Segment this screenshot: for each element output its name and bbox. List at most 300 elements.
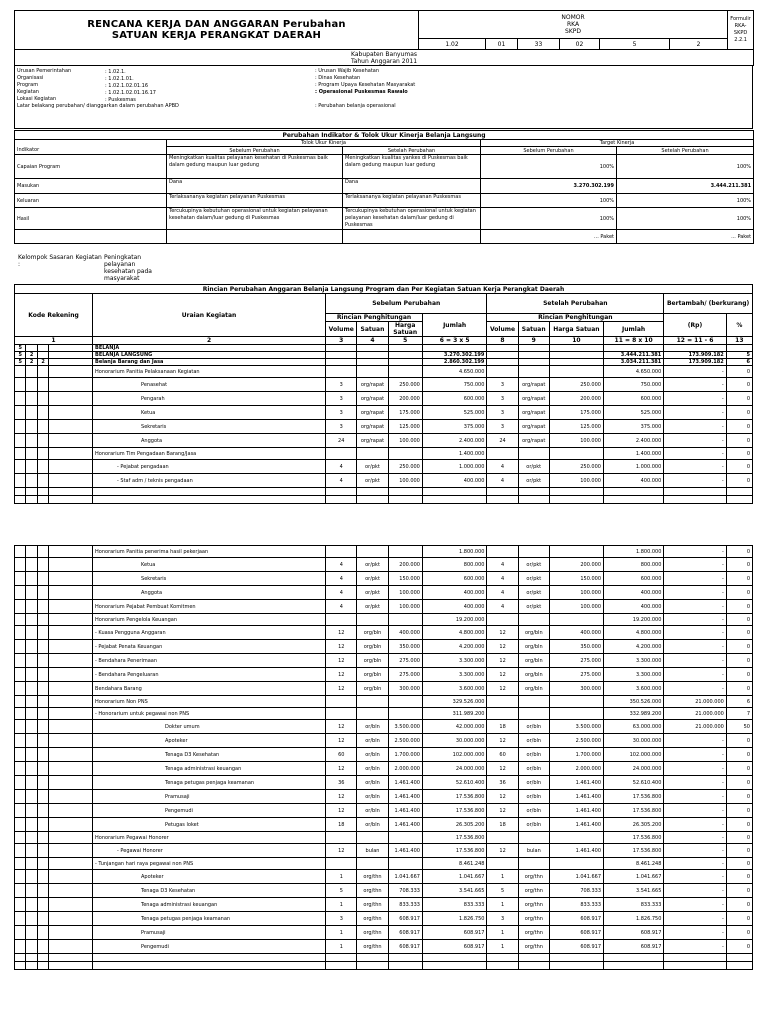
region-year bbox=[15, 50, 754, 66]
selisih-pct: 0 bbox=[726, 804, 752, 818]
selisih-rp: 21.000.000 bbox=[664, 720, 726, 734]
jumlah-after: 350.526.000 bbox=[604, 696, 664, 708]
kode-cell bbox=[37, 626, 48, 640]
satuan-after: org/rapat bbox=[518, 378, 549, 392]
empty-cell bbox=[388, 954, 422, 962]
satuan-after bbox=[518, 359, 549, 366]
column-number: 13 bbox=[726, 337, 752, 345]
harga-before: 3.500.000 bbox=[388, 720, 422, 734]
volume-before: 12 bbox=[326, 734, 357, 748]
kode-cell bbox=[26, 546, 37, 558]
volume-after: 1 bbox=[487, 940, 518, 954]
kode-cell bbox=[49, 626, 93, 640]
selisih-rp: 21.000.000 bbox=[664, 708, 726, 720]
empty-cell bbox=[326, 954, 357, 962]
volume-before bbox=[326, 858, 357, 870]
harga-after bbox=[549, 359, 603, 366]
harga-before: 833.333 bbox=[388, 898, 422, 912]
satuan-after bbox=[518, 352, 549, 359]
harga-before bbox=[388, 352, 422, 359]
kode-cell bbox=[49, 844, 93, 858]
kode-cell bbox=[49, 600, 93, 614]
target-before: 3.270.302.199 bbox=[481, 179, 617, 194]
satuan-after: or/pkt bbox=[518, 586, 549, 600]
volume-before: 12 bbox=[326, 720, 357, 734]
kode-cell bbox=[26, 448, 37, 460]
budget-row bbox=[15, 460, 753, 474]
satuan-after: or/bln bbox=[518, 748, 549, 762]
harga-after: 608.917 bbox=[549, 926, 603, 940]
empty-row bbox=[15, 962, 753, 970]
paket-before: ... Paket bbox=[481, 230, 617, 244]
kode-cell bbox=[37, 572, 48, 586]
volume-before: 3 bbox=[326, 420, 357, 434]
harga-before: 100.000 bbox=[388, 474, 422, 488]
indikator-row bbox=[15, 155, 754, 179]
volume-after bbox=[487, 858, 518, 870]
jumlah-after: 3.444.211.381 bbox=[603, 352, 663, 359]
selisih-pct: 0 bbox=[726, 870, 752, 884]
volume-after: 1 bbox=[487, 898, 518, 912]
jumlah-after: 24.000.000 bbox=[604, 762, 664, 776]
empty-cell bbox=[726, 488, 752, 496]
volume-before bbox=[326, 345, 357, 352]
kode-cell bbox=[49, 940, 93, 954]
empty-row bbox=[15, 488, 753, 496]
jumlah-before: 52.610.400 bbox=[422, 776, 487, 790]
jumlah-after: 750.000 bbox=[603, 378, 663, 392]
empty-cell bbox=[549, 954, 603, 962]
selisih-rp: - bbox=[664, 546, 726, 558]
volume-before: 1 bbox=[326, 898, 357, 912]
target-after: 100% bbox=[617, 194, 754, 208]
jumlah-before: 1.800.000 bbox=[422, 546, 487, 558]
jumlah-before: 833.333 bbox=[422, 898, 487, 912]
empty-cell bbox=[357, 954, 388, 962]
budget-row bbox=[15, 884, 753, 898]
volume-before: 4 bbox=[326, 586, 357, 600]
info-row bbox=[15, 103, 752, 119]
paket-after: ... Paket bbox=[617, 230, 754, 244]
kode-cell bbox=[49, 460, 93, 474]
empty-cell bbox=[726, 962, 752, 970]
harga-before: 175.000 bbox=[388, 406, 422, 420]
empty-cell bbox=[518, 954, 549, 962]
satuan-before bbox=[357, 708, 388, 720]
volume-before: 3 bbox=[326, 912, 357, 926]
harga-after: 608.917 bbox=[549, 912, 603, 926]
column-number: 8 bbox=[487, 337, 518, 345]
volume-after bbox=[487, 352, 518, 359]
uraian-cell: Pengemudi bbox=[93, 940, 326, 954]
satuan-before: org/bln bbox=[357, 668, 388, 682]
selisih-rp: - bbox=[664, 626, 726, 640]
empty-cell bbox=[518, 962, 549, 970]
volume-before: 3 bbox=[326, 406, 357, 420]
selisih-rp: - bbox=[664, 790, 726, 804]
uraian-header: Uraian Kegiatan bbox=[93, 294, 326, 337]
jumlah-before: 1.000.000 bbox=[422, 460, 487, 474]
empty-cell bbox=[326, 496, 357, 504]
budget-row bbox=[15, 359, 753, 366]
harga-before bbox=[388, 366, 422, 378]
harga-after bbox=[549, 352, 603, 359]
indikator-row bbox=[15, 208, 754, 230]
selisih-pct: 0 bbox=[726, 668, 752, 682]
kode-cell bbox=[26, 640, 37, 654]
satuan-after bbox=[518, 614, 549, 626]
selisih-pct: 0 bbox=[726, 586, 752, 600]
info-desc: : Operasional Puskesmas Rawalo bbox=[315, 89, 408, 95]
kode-cell bbox=[37, 420, 48, 434]
budget-row bbox=[15, 626, 753, 640]
volume-after: 3 bbox=[487, 392, 518, 406]
kode-cell bbox=[49, 912, 93, 926]
kode-cell bbox=[26, 614, 37, 626]
harga-after: 833.333 bbox=[549, 898, 603, 912]
jumlah-after: 17.536.800 bbox=[604, 832, 664, 844]
harga-before: 100.000 bbox=[388, 600, 422, 614]
selisih-pct: 0 bbox=[726, 858, 752, 870]
kode-cell bbox=[37, 546, 48, 558]
kode-cell bbox=[15, 600, 26, 614]
kode-cell bbox=[26, 708, 37, 720]
jumlah-after: 3.600.000 bbox=[604, 682, 664, 696]
jumlah-before: 600.000 bbox=[422, 392, 487, 406]
empty-cell bbox=[93, 962, 326, 970]
kode-cell bbox=[15, 448, 26, 460]
budget-row bbox=[15, 682, 753, 696]
kode-cell bbox=[15, 586, 26, 600]
uraian-cell: Tenaga D3 Kesehatan bbox=[93, 884, 326, 898]
volume-after: 18 bbox=[487, 818, 518, 832]
empty-cell bbox=[549, 496, 603, 504]
budget-row bbox=[15, 352, 753, 359]
jumlah-before: 102.000.000 bbox=[422, 748, 487, 762]
budget-row bbox=[15, 790, 753, 804]
satuan-before: org/thn bbox=[357, 926, 388, 940]
volume-before: 12 bbox=[326, 640, 357, 654]
jumlah-after: 833.333 bbox=[604, 898, 664, 912]
uraian-cell: Honorarium Tim Pengadaan Barang/Jasa bbox=[93, 448, 326, 460]
volume-before-header: Volume bbox=[326, 322, 357, 337]
selisih-rp: - bbox=[664, 586, 726, 600]
skpd-label: SKPD bbox=[565, 28, 582, 35]
uraian-cell: Ketua bbox=[93, 558, 326, 572]
kode-cell bbox=[37, 720, 48, 734]
jumlah-after: 332.989.200 bbox=[604, 708, 664, 720]
selisih-rp: - bbox=[664, 844, 726, 858]
target-after: 100% bbox=[617, 208, 754, 230]
kode-cell bbox=[26, 884, 37, 898]
satuan-before: bulan bbox=[357, 844, 388, 858]
kode-cell bbox=[37, 940, 48, 954]
harga-before: 1.461.400 bbox=[388, 790, 422, 804]
indikator-name: Hasil bbox=[15, 208, 167, 230]
budget-row bbox=[15, 448, 753, 460]
volume-after-header: Volume bbox=[487, 322, 518, 337]
volume-after: 12 bbox=[487, 668, 518, 682]
empty-cell bbox=[422, 488, 487, 496]
kode-cell bbox=[49, 359, 93, 366]
harga-before bbox=[388, 345, 422, 352]
kode-cell bbox=[15, 832, 26, 844]
satuan-after: org/bln bbox=[518, 682, 549, 696]
jumlah-after: 375.000 bbox=[603, 420, 663, 434]
selisih-pct: 0 bbox=[726, 790, 752, 804]
empty-cell bbox=[26, 962, 37, 970]
indikator-name: Masukan bbox=[15, 179, 167, 194]
selisih-rp: 173.909.182 bbox=[664, 352, 726, 359]
info-label: Program bbox=[17, 82, 39, 88]
satuan-after bbox=[518, 345, 549, 352]
rp-header: (Rp) bbox=[664, 314, 726, 337]
uraian-cell: Anggota bbox=[93, 434, 326, 448]
formulir-label: Formulir RKA-SKPD 2.2.1 bbox=[728, 11, 754, 50]
target-after: 100% bbox=[617, 155, 754, 179]
kode-cell bbox=[37, 844, 48, 858]
kode-cell bbox=[15, 614, 26, 626]
empty-cell bbox=[549, 488, 603, 496]
satuan-before: org/bln bbox=[357, 626, 388, 640]
jumlah-after: 3.300.000 bbox=[604, 668, 664, 682]
jumlah-after: 30.000.000 bbox=[604, 734, 664, 748]
budget-row bbox=[15, 940, 753, 954]
header-table bbox=[14, 10, 754, 66]
volume-before: 12 bbox=[326, 762, 357, 776]
selisih-pct: 0 bbox=[726, 546, 752, 558]
budget-row bbox=[15, 378, 753, 392]
satuan-after: org/bln bbox=[518, 626, 549, 640]
target-after: 3.444.211.381 bbox=[617, 179, 754, 194]
harga-before: 608.917 bbox=[388, 926, 422, 940]
kode-cell bbox=[49, 818, 93, 832]
jumlah-before: 3.541.665 bbox=[422, 884, 487, 898]
kode-cell bbox=[49, 352, 93, 359]
empty-cell bbox=[26, 488, 37, 496]
harga-after: 200.000 bbox=[549, 392, 603, 406]
harga-after: 1.700.000 bbox=[549, 748, 603, 762]
kode-cell bbox=[49, 884, 93, 898]
volume-before bbox=[326, 352, 357, 359]
uraian-cell: Ketua bbox=[93, 406, 326, 420]
volume-before: 12 bbox=[326, 682, 357, 696]
budget-row bbox=[15, 420, 753, 434]
harga-before: 708.333 bbox=[388, 884, 422, 898]
selisih-pct: 0 bbox=[726, 654, 752, 668]
uraian-cell: - Staf adm / teknis pengadaan bbox=[93, 474, 326, 488]
satuan-before: or/pkt bbox=[357, 474, 388, 488]
selisih-rp: - bbox=[664, 804, 726, 818]
kode-cell bbox=[37, 832, 48, 844]
harga-before: 1.461.400 bbox=[388, 844, 422, 858]
kode-cell bbox=[49, 748, 93, 762]
indikator-after: Tercukupinya kebutuhan operasional untuk kegiatan pelayanan kesehatan dalam/luar gedung di Puskesmas bbox=[343, 208, 481, 230]
harga-before: 300.000 bbox=[388, 682, 422, 696]
selisih-pct: 0 bbox=[726, 734, 752, 748]
volume-before: 12 bbox=[326, 844, 357, 858]
satuan-before bbox=[357, 352, 388, 359]
selisih-pct: 0 bbox=[726, 460, 752, 474]
rka-code-cell: 1.02 bbox=[419, 39, 486, 50]
jumlah-after: 400.000 bbox=[604, 586, 664, 600]
kode-cell bbox=[15, 790, 26, 804]
kode-cell bbox=[49, 682, 93, 696]
satuan-after: or/pkt bbox=[518, 474, 549, 488]
kode-cell bbox=[26, 345, 37, 352]
kode-cell bbox=[26, 668, 37, 682]
indikator-table bbox=[14, 130, 754, 244]
harga-before: 2.000.000 bbox=[388, 762, 422, 776]
kode-cell bbox=[26, 558, 37, 572]
harga-before: 275.000 bbox=[388, 654, 422, 668]
selisih-pct: 0 bbox=[726, 832, 752, 844]
year-label: Tahun Anggaran 2011 bbox=[351, 57, 418, 65]
selisih-rp: - bbox=[664, 898, 726, 912]
satuan-before: org/rapat bbox=[357, 378, 388, 392]
budget-row bbox=[15, 720, 753, 734]
volume-after: 60 bbox=[487, 748, 518, 762]
kode-cell bbox=[37, 870, 48, 884]
selisih-pct: 0 bbox=[726, 626, 752, 640]
kode-cell bbox=[37, 898, 48, 912]
budget-row bbox=[15, 600, 753, 614]
budget-row bbox=[15, 640, 753, 654]
harga-after: 125.000 bbox=[549, 420, 603, 434]
kode-cell bbox=[15, 696, 26, 708]
kode-cell bbox=[26, 898, 37, 912]
rincian-table-1 bbox=[14, 284, 753, 504]
volume-after: 4 bbox=[487, 572, 518, 586]
pct-header: % bbox=[726, 314, 752, 337]
jumlah-after: 17.536.800 bbox=[604, 804, 664, 818]
empty-row bbox=[15, 954, 753, 962]
jumlah-after: 1.000.000 bbox=[603, 460, 663, 474]
budget-row bbox=[15, 696, 753, 708]
harga-after: 708.333 bbox=[549, 884, 603, 898]
kode-cell bbox=[15, 940, 26, 954]
harga-after: 200.000 bbox=[549, 558, 603, 572]
empty-cell bbox=[326, 962, 357, 970]
budget-row bbox=[15, 776, 753, 790]
column-number: 1 bbox=[15, 337, 93, 345]
harga-after: 1.461.400 bbox=[549, 790, 603, 804]
kode-cell bbox=[26, 626, 37, 640]
selisih-rp: - bbox=[664, 474, 726, 488]
satuan-after: or/bln bbox=[518, 804, 549, 818]
volume-after: 12 bbox=[487, 626, 518, 640]
uraian-cell: Honorarium Pegawai Honorer bbox=[93, 832, 326, 844]
volume-after: 3 bbox=[487, 420, 518, 434]
kode-cell bbox=[26, 926, 37, 940]
selisih-pct: 0 bbox=[726, 748, 752, 762]
selisih-pct bbox=[726, 345, 752, 352]
harga-after: 1.461.400 bbox=[549, 844, 603, 858]
info-label: Kegiatan bbox=[17, 89, 39, 95]
satuan-after: bulan bbox=[518, 844, 549, 858]
kode-cell bbox=[15, 844, 26, 858]
satuan-after: or/pkt bbox=[518, 558, 549, 572]
harga-after: 100.000 bbox=[549, 434, 603, 448]
satuan-before: org/rapat bbox=[357, 392, 388, 406]
uraian-cell: - Bendahara Pengeluaran bbox=[93, 668, 326, 682]
info-code: : 1.02.1. bbox=[105, 68, 126, 75]
indikator-paket-row bbox=[15, 230, 754, 244]
kode-cell bbox=[49, 720, 93, 734]
jumlah-before: 525.000 bbox=[422, 406, 487, 420]
satuan-after bbox=[518, 696, 549, 708]
jumlah-before: 26.305.200 bbox=[422, 818, 487, 832]
selisih-rp: - bbox=[664, 640, 726, 654]
jumlah-after: 525.000 bbox=[603, 406, 663, 420]
satuan-after bbox=[518, 858, 549, 870]
satuan-after: or/bln bbox=[518, 720, 549, 734]
selisih-pct: 0 bbox=[726, 614, 752, 626]
harga-before: 250.000 bbox=[388, 460, 422, 474]
satuan-before-header: Satuan bbox=[357, 322, 388, 337]
kode-cell bbox=[26, 600, 37, 614]
region-label: Kabupaten Banyumas bbox=[351, 50, 417, 58]
indikator-col-header: Indikator bbox=[15, 147, 167, 155]
satuan-after: or/bln bbox=[518, 818, 549, 832]
jumlah-before: 30.000.000 bbox=[422, 734, 487, 748]
harga-before: 200.000 bbox=[388, 392, 422, 406]
kode-cell bbox=[26, 870, 37, 884]
column-number: 4 bbox=[357, 337, 388, 345]
satuan-before: or/bln bbox=[357, 720, 388, 734]
column-number: 10 bbox=[549, 337, 603, 345]
kode-cell bbox=[37, 600, 48, 614]
rincian-body-2 bbox=[15, 546, 753, 970]
volume-before: 1 bbox=[326, 870, 357, 884]
kode-cell bbox=[37, 926, 48, 940]
column-number: 12 = 11 - 6 bbox=[664, 337, 726, 345]
jumlah-before: 3.600.000 bbox=[422, 682, 487, 696]
empty-row bbox=[15, 496, 753, 504]
harga-before bbox=[388, 546, 422, 558]
volume-after: 12 bbox=[487, 844, 518, 858]
harga-after-header: Harga Satuan bbox=[549, 322, 603, 337]
satuan-before: org/thn bbox=[357, 940, 388, 954]
selisih-rp: - bbox=[664, 460, 726, 474]
kode-cell bbox=[15, 858, 26, 870]
uraian-cell: Honorarium Panitia penerima hasil pekerjaan bbox=[93, 546, 326, 558]
volume-after: 12 bbox=[487, 682, 518, 696]
kode-cell bbox=[37, 912, 48, 926]
satuan-before: or/bln bbox=[357, 804, 388, 818]
kode-cell bbox=[26, 366, 37, 378]
kode-cell bbox=[26, 804, 37, 818]
empty-cell bbox=[422, 496, 487, 504]
empty-cell bbox=[37, 962, 48, 970]
kode-cell bbox=[49, 434, 93, 448]
indikator-after: Meningkatkan kualitas yankes di Puskesmas baik dalam gedung maupun luar gedung bbox=[343, 155, 481, 179]
harga-after: 1.461.400 bbox=[549, 804, 603, 818]
kode-cell bbox=[15, 734, 26, 748]
tolok-setelah-header: Setelah Perubahan bbox=[343, 147, 481, 155]
jumlah-before: 2.860.302.199 bbox=[422, 359, 487, 366]
volume-before: 1 bbox=[326, 926, 357, 940]
jumlah-after: 1.826.750 bbox=[604, 912, 664, 926]
kode-cell: 5 bbox=[15, 345, 26, 352]
selisih-pct: 0 bbox=[726, 776, 752, 790]
title-line-2: SATUAN KERJA PERANGKAT DAERAH bbox=[111, 30, 322, 41]
jumlah-after: 17.536.800 bbox=[604, 844, 664, 858]
rka-code-cell: 5 bbox=[600, 39, 670, 50]
kode-cell bbox=[15, 926, 26, 940]
harga-before: 608.917 bbox=[388, 940, 422, 954]
info-label: Urusan Pemerintahan bbox=[17, 68, 72, 74]
